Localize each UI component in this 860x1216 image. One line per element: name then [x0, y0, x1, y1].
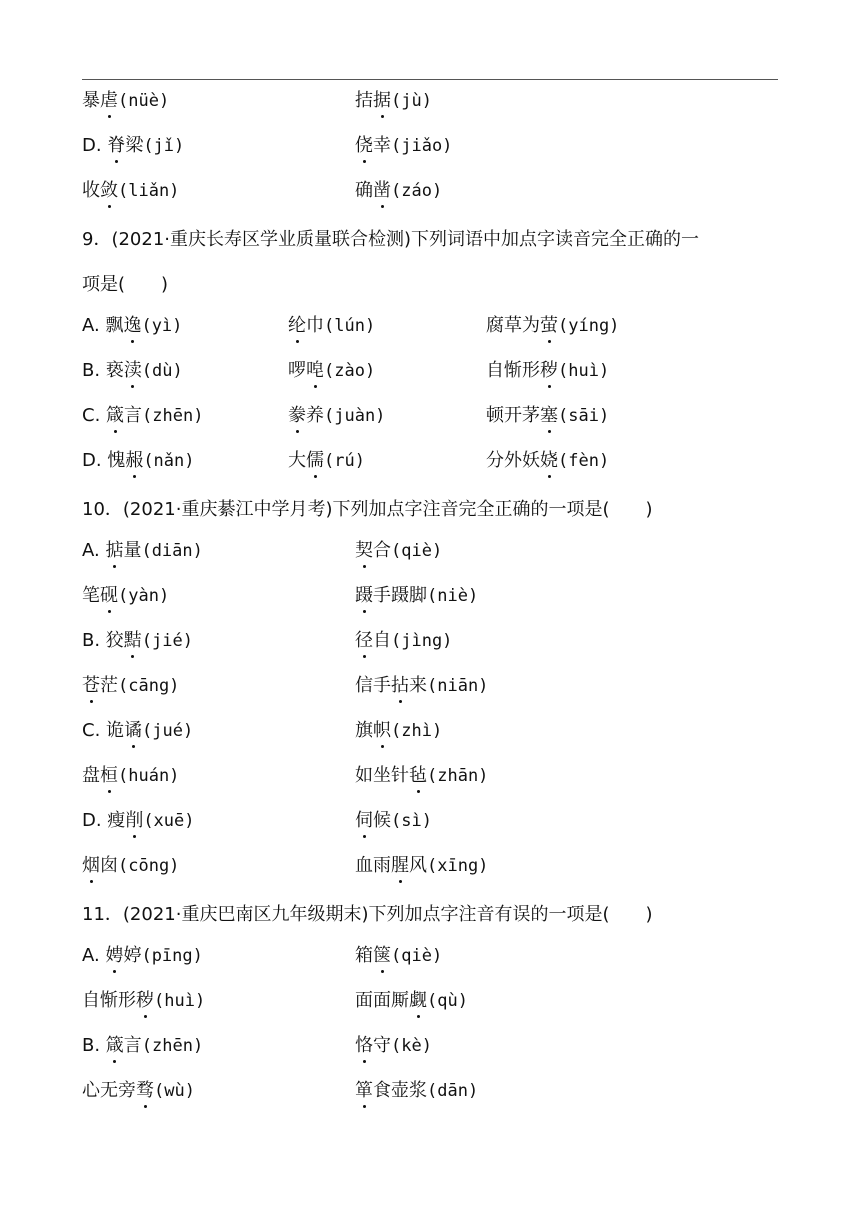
q9-option-cell: [486, 449, 609, 473]
pinyin-annotation: (qiè): [391, 946, 443, 966]
option-text-after: 风: [409, 855, 427, 876]
option-text-after: 自: [373, 630, 391, 651]
pinyin-annotation: (jiǎo): [391, 136, 453, 156]
option-text-before: 心无旁: [82, 1080, 136, 1101]
q11-option-cell: [82, 1079, 195, 1103]
dotted-character: 逸: [123, 315, 142, 336]
pinyin-annotation: (zhān): [427, 766, 489, 786]
pinyin-annotation: (xīng): [427, 856, 489, 876]
dotted-character: 蹑: [355, 585, 373, 606]
q11-stem: 11．(2021·重庆巴南区九年级期末)下列加点字注音有误的一项是( ): [82, 904, 653, 925]
pinyin-annotation: (dān): [427, 1081, 479, 1101]
q10-option-cell: [82, 674, 179, 698]
pinyin-annotation: (cōng): [118, 856, 180, 876]
option-text-after: 手蹑脚: [373, 585, 427, 606]
dotted-character: 娉: [105, 945, 124, 966]
dotted-character: 伺: [355, 810, 373, 831]
pinyin-annotation: (jié): [141, 631, 193, 651]
pinyin-annotation: (jìng): [391, 631, 453, 651]
pinyin-annotation: (sì): [391, 811, 432, 831]
pinyin-annotation: (juàn): [324, 406, 386, 426]
q9-stem-line2: 项是( ): [82, 274, 169, 295]
option-text-before: C.: [82, 405, 107, 426]
option-text-before: 笔: [82, 585, 100, 606]
pinyin-annotation: (diān): [141, 541, 203, 561]
dotted-character: 径: [355, 630, 373, 651]
dotted-character: 毡: [409, 765, 427, 786]
q10-option-cell: [82, 854, 179, 878]
q9-option-cell: [288, 314, 375, 338]
dotted-character: 帜: [373, 720, 391, 741]
q11-option-cell: [355, 944, 442, 968]
dotted-character: 桓: [100, 765, 118, 786]
option-text-before: 箱: [355, 945, 373, 966]
dotted-character: 虐: [100, 90, 118, 111]
option-text-before: B. 亵: [82, 360, 124, 381]
answer-option-cell: [355, 134, 452, 158]
option-text-after: 幸: [373, 135, 391, 156]
q10-option-cell: [82, 584, 169, 608]
dotted-character: 觑: [409, 990, 427, 1011]
q11-option-cell: [82, 989, 205, 1013]
dotted-character: 塞: [540, 405, 558, 426]
q10-option-cell: [355, 629, 452, 653]
q10-option-cell: [355, 674, 488, 698]
q10-option-cell: [82, 764, 179, 788]
option-text-after: 候: [373, 810, 391, 831]
dotted-character: 唣: [306, 360, 324, 381]
option-text-before: B.: [82, 1035, 106, 1056]
dotted-character: 渎: [123, 360, 142, 381]
dotted-character: 儒: [306, 450, 324, 471]
option-text-before: 自惭形: [486, 360, 540, 381]
q9-option-cell: [486, 404, 609, 428]
option-text-before: A.: [82, 540, 106, 561]
pinyin-annotation: (jǐ): [143, 136, 185, 156]
q9-option-cell: [82, 404, 203, 428]
pinyin-annotation: (kè): [391, 1036, 432, 1056]
answer-option-cell: [82, 89, 169, 113]
answer-option-cell: [82, 134, 184, 158]
dotted-character: 削: [125, 810, 144, 831]
option-text-before: A. 飘: [82, 315, 124, 336]
option-text-before: 收: [82, 180, 100, 201]
dotted-character: 侥: [355, 135, 373, 156]
dotted-character: 烟: [82, 855, 100, 876]
dotted-character: 箧: [373, 945, 391, 966]
option-text-before: 面面厮: [355, 990, 409, 1011]
pinyin-annotation: (huì): [558, 361, 610, 381]
dotted-character: 谲: [124, 720, 143, 741]
answer-option-cell: [355, 179, 442, 203]
pinyin-annotation: (xuē): [143, 811, 195, 831]
q10-option-cell: [355, 584, 478, 608]
option-text-after: 来: [409, 675, 427, 696]
pinyin-annotation: (zhì): [391, 721, 443, 741]
dotted-character: 脊: [107, 135, 126, 156]
dotted-character: 掂: [105, 540, 124, 561]
dotted-character: 据: [373, 90, 391, 111]
option-text-before: 如坐针: [355, 765, 409, 786]
q11-option-cell: [355, 1079, 478, 1103]
pinyin-annotation: (sāi): [558, 406, 610, 426]
q10-option-cell: [355, 854, 488, 878]
pinyin-annotation: (pīng): [141, 946, 203, 966]
dotted-character: 腥: [391, 855, 409, 876]
option-text-before: 暴: [82, 90, 100, 111]
option-text-before: 确: [355, 180, 373, 201]
option-text-before: 信手: [355, 675, 391, 696]
dotted-character: 纶: [288, 315, 306, 336]
dotted-character: 赧: [125, 450, 144, 471]
q11-option-cell: [355, 989, 468, 1013]
answer-option-cell: [355, 89, 432, 113]
dotted-character: 箴: [105, 1035, 124, 1056]
option-text-after: 茫: [100, 675, 118, 696]
pinyin-annotation: (niān): [427, 676, 489, 696]
pinyin-annotation: (wù): [154, 1081, 195, 1101]
q10-option-cell: [82, 809, 195, 833]
option-text-after: 守: [373, 1035, 391, 1056]
pinyin-annotation: (jué): [142, 721, 194, 741]
q9-stem-line1: 9．(2021·重庆长寿区学业质量联合检测)下列词语中加点字读音完全正确的一: [82, 229, 700, 250]
option-text-before: D.: [82, 135, 108, 156]
pinyin-annotation: (qù): [427, 991, 468, 1011]
dotted-character: 豢: [288, 405, 306, 426]
dotted-character: 秽: [540, 360, 558, 381]
dotted-character: 娆: [540, 450, 558, 471]
pinyin-annotation: (záo): [391, 181, 443, 201]
q10-stem: 10．(2021·重庆綦江中学月考)下列加点字注音完全正确的一项是( ): [82, 499, 653, 520]
option-text-before: 腐草为: [486, 315, 540, 336]
option-text-after: 养: [306, 405, 324, 426]
pinyin-annotation: (yàn): [118, 586, 170, 606]
pinyin-annotation: (rú): [324, 451, 365, 471]
option-text-after: 言: [124, 405, 143, 426]
q9-option-cell: [288, 404, 385, 428]
dotted-character: 契: [355, 540, 373, 561]
q10-option-cell: [82, 719, 193, 743]
pinyin-annotation: (yì): [141, 316, 183, 336]
option-text-after: 食壶浆: [373, 1080, 427, 1101]
option-text-before: 拮: [355, 90, 373, 111]
dotted-character: 拈: [391, 675, 409, 696]
option-text-before: 分外妖: [486, 450, 540, 471]
option-text-before: C. 诡: [82, 720, 125, 741]
q9-option-cell: [82, 359, 183, 383]
q9-option-cell: [288, 359, 375, 383]
dotted-character: 恪: [355, 1035, 373, 1056]
option-text-before: 啰: [288, 360, 306, 381]
option-text-after: 言: [123, 1035, 142, 1056]
pinyin-annotation: (lún): [324, 316, 376, 336]
q9-option-cell: [288, 449, 365, 473]
pinyin-annotation: (qiè): [391, 541, 443, 561]
option-text-before: 大: [288, 450, 306, 471]
pinyin-annotation: (nüè): [118, 91, 170, 111]
q11-option-cell: [355, 1034, 432, 1058]
dotted-character: 骛: [136, 1080, 154, 1101]
option-text-before: 顿开茅: [486, 405, 540, 426]
q9-option-cell: [82, 449, 195, 473]
q11-option-cell: [82, 1034, 203, 1058]
q11-option-cell: [82, 944, 203, 968]
dotted-character: 苍: [82, 675, 100, 696]
q10-option-cell: [82, 539, 203, 563]
q10-option-cell: [355, 539, 442, 563]
q9-option-cell: [82, 314, 182, 338]
option-text-before: 旗: [355, 720, 373, 741]
pinyin-annotation: (fèn): [558, 451, 610, 471]
option-text-after: 囱: [100, 855, 118, 876]
pinyin-annotation: (jù): [391, 91, 432, 111]
dotted-character: 凿: [373, 180, 391, 201]
pinyin-annotation: (huì): [154, 991, 206, 1011]
pinyin-annotation: (zhēn): [141, 1036, 204, 1056]
option-text-after: 合: [373, 540, 391, 561]
option-text-before: A.: [82, 945, 106, 966]
dotted-character: 砚: [100, 585, 118, 606]
dotted-character: 秽: [136, 990, 154, 1011]
option-text-before: D. 瘦: [82, 810, 126, 831]
pinyin-annotation: (niè): [427, 586, 479, 606]
q10-option-cell: [355, 764, 488, 788]
option-text-after: 巾: [306, 315, 324, 336]
pinyin-annotation: (dù): [141, 361, 183, 381]
option-text-before: 血雨: [355, 855, 391, 876]
dotted-character: 箴: [106, 405, 125, 426]
pinyin-annotation: (yíng): [558, 316, 620, 336]
q10-option-cell: [355, 809, 432, 833]
pinyin-annotation: (huán): [118, 766, 180, 786]
q10-option-cell: [355, 719, 442, 743]
option-text-before: 自惭形: [82, 990, 136, 1011]
dotted-character: 黠: [123, 630, 142, 651]
option-text-before: 盘: [82, 765, 100, 786]
dotted-character: 敛: [100, 180, 118, 201]
q9-option-cell: [486, 314, 619, 338]
option-text-before: B. 狡: [82, 630, 124, 651]
option-text-before: D. 愧: [82, 450, 126, 471]
answer-option-cell: [82, 179, 179, 203]
pinyin-annotation: (nǎn): [143, 451, 195, 471]
dotted-character: 萤: [540, 315, 558, 336]
q10-option-cell: [82, 629, 193, 653]
header-rule: [82, 79, 778, 80]
pinyin-annotation: (zào): [324, 361, 376, 381]
q9-option-cell: [486, 359, 609, 383]
option-text-after: 梁: [125, 135, 144, 156]
dotted-character: 箪: [355, 1080, 373, 1101]
pinyin-annotation: (liǎn): [118, 181, 180, 201]
option-text-after: 婷: [123, 945, 142, 966]
pinyin-annotation: (zhēn): [142, 406, 204, 426]
option-text-after: 量: [123, 540, 142, 561]
pinyin-annotation: (cāng): [118, 676, 180, 696]
